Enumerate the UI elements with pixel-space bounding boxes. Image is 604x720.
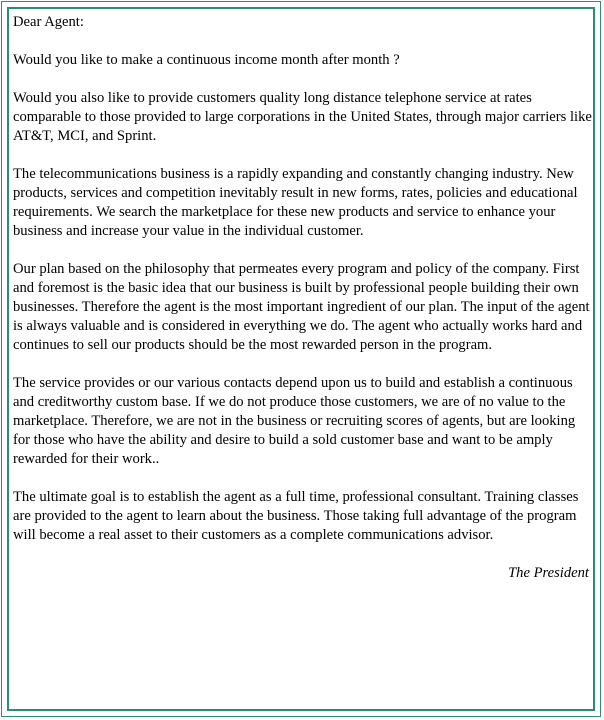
letter-paragraph-5: The service provides or our various contacts depend upon us to build and establish a continuous and creditworthy custom base. If we do not produce those customers, we are of no value to the marketplace. Therefore, we are not in the business or recruiting scores of agents, but are looking for those who have the ability and desire to build a sold customer base and want to be amply rewarded for their work.. xyxy=(13,375,576,467)
letter-paragraph-4: Our plan based on the philosophy that permeates every program and policy of the company. First and foremost is the basic idea that our business is built by professional people building their own businesses. Therefore the agent is the most important ingredient of our plan. The input of the agent is always valuable and is considered in everything we do. The agent who actually works hard and continues to sell our products should be the most rewarded person in the program. xyxy=(13,261,590,353)
letter-paragraph-6: The ultimate goal is to establish the agent as a full time, professional consultant. Training classes are provided to the agent to learn about the business. Those taking full advantage of the program will become a real asset to their customers as a complete communications advisor. xyxy=(13,489,579,543)
letter-body xyxy=(13,13,593,602)
letter-paragraph-3: The telecommunications business is a rapidly expanding and constantly changing industry. New products, services and competition inevitably result in new forms, rates, policies and educational requirements. We search the marketplace for these new products and service to enhance your business and increase your value in the individual customer. xyxy=(13,166,578,239)
letter-paragraph-1: Would you like to make a continuous income month after month ? xyxy=(13,52,400,68)
letter-signature: The President xyxy=(508,565,589,581)
letter-paragraph-2: Would you also like to provide customers quality long distance telephone service at rates comparable to those provided to large corporations in the United States, through major carriers like AT&T, MCI, and Sprint. xyxy=(13,90,592,144)
letter-salutation: Dear Agent: xyxy=(13,14,84,30)
